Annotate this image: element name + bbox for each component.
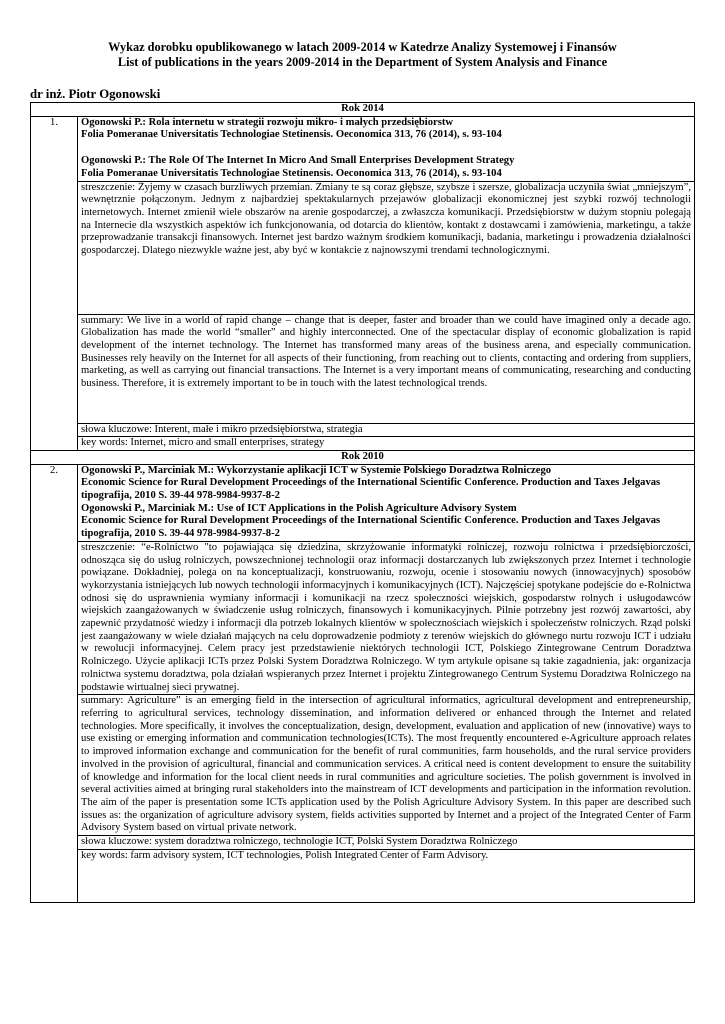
abstract-polish: streszczenie: “e-Rolnictwo "to pojawiająca się dziedzina, skrzyżowanie informatyki rolniczej, rozwoju rolnictwa i przedsiębiorczości, odnosząca się do usług rolniczych, powszechnionej technologii oraz informacji dostarczanych lub zwiększonych przez Internet i technologie powiązane. Dokładniej, polega on na konceptualizacji, konstruowaniu, rozwoju, ocenie i stosowaniu nowych (innowacyjnych) sposobów wykorzystania istniejących lub nowych technologii informacyjnych i komunikacyjnych (ICT). Najczęściej spotykane podejście do e-Rolnictwa odnosi się do usprawnienia wymiany informacji i komunikacji na rzecz społeczności wiejskich, gospodarstw rolnych i usługodawców wiejskich zaangażowanych w świadczenie usług rolniczych, finansowych i komunikacyjnych. Pilnie potrzebny jest rozwój zawartości, aby zapewnić przydatność wiedzy i informacji dla potrzeb lokalnych klientów w społecznościach wiejskich i społeczeństw rolniczych. Rząd polski jest zaangażowany w wiele działań mających na celu doprowadzenie podmioty z terenów wiejskich do głównego nurtu rozwoju ICT i udziału w rewolucji informacyjnej. Celem pracy jest przedstawienie niektórych technologii ICT, Polskiego Zintegrowane Centrum Doradztwa Rolniczego. Użycie aplikacji ICTs przez Polski System Doradztwa Rolniczego. W tym artykule opisane są takie zagadnienia, jak: organizacja rolnictwa systemu doradztwa, pola działań wspieranych przez Internet i projektu Zintegrowanego Centrum Systemu Doradztwa Rolniczego na podstawie wirtualnej sieci prywatnej. (78, 541, 695, 694)
bib-line: Folia Pomeranae Universitatis Technologiae Stetinensis. Oeconomica 313, 76 (2014), s. 93-104 (81, 129, 502, 141)
keywords-polish: słowa kluczowe: system doradztwa rolniczego, technologie ICT, Polski System Doradztwa Rolniczego (78, 836, 695, 850)
bib-line: Ogonowski P., Marciniak M.: Wykorzystanie aplikacji ICT w Systemie Polskiego Doradztwa Rolniczego (81, 464, 552, 476)
bib-line: Economic Science for Rural Development Proceedings of the International Scientific Conference. Production and Taxes Jelgavas tipografija, 2010 S. 39-44 978-9984-9937-8-2 (81, 515, 661, 540)
bib-line: Economic Science for Rural Development Proceedings of the International Scientific Conference. Production and Taxes Jelgavas tipografija, 2010 S. 39-44 978-9984-9937-8-2 (81, 477, 661, 502)
abstract-pl-row (31, 181, 695, 314)
title-polish: Wykaz dorobku opublikowanego w latach 2009-2014 w Katedrze Analizy Systemowej i Finansów (108, 40, 617, 54)
publication-bibliography (78, 116, 695, 181)
abstract-en-row (31, 314, 695, 423)
keywords-pl-row (31, 836, 695, 850)
publication-bibliography (78, 464, 695, 541)
page-title (20, 40, 705, 70)
abstract-polish: streszczenie: Żyjemy w czasach burzliwych przemian. Zmiany te są coraz głębsze, szybsze i szersze, globalizacja uczyniła świat „mniejszym”, wewnętrznie połączonym. Jednym z najbardziej spektakularnych przejawów globalizacji ekonomicznej jest szybki rozwój technologii internetowych. Internet zmienił wiele obszarów na arenie gospodarczej, a zwłaszcza komunikacji. Przedsiębiorstw w dużym stopniu polegają na Internecie dla wszystkich aspektów ich funkcjonowania, od dotarcia do klientów, kontakt z dostawcami i zamówienia, marketingu, a także przeprowadzanie transakcji finansowych. Internet jest bardzo ważnym środkiem komunikacji, badania, marketingu i prowadzenia działalności gospodarczej. Dlatego niezwykle ważne jest, aby być w kontakcie z najnowszymi trendami technologicznymi. (78, 181, 695, 314)
abstract-en-row (31, 695, 695, 836)
publication-bib-row (31, 464, 695, 541)
bib-line: Ogonowski P., Marciniak M.: Use of ICT Applications in the Polish Agriculture Advisory System (81, 502, 517, 514)
publication-number: 1. (31, 116, 78, 450)
bib-line: Folia Pomeranae Universitatis Technologiae Stetinensis. Oeconomica 313, 76 (2014), s. 93-104 (81, 167, 502, 179)
publications-table (30, 102, 695, 903)
author-name: dr inż. Piotr Ogonowski (30, 87, 161, 101)
keywords-english: key words: farm advisory system, ICT technologies, Polish Integrated Center of Farm Advisory. (78, 849, 695, 902)
year-label: Rok 2014 (31, 103, 695, 117)
abstract-pl-row (31, 541, 695, 694)
bib-line: Ogonowski P.: The Role Of The Internet In Micro And Small Enterprises Development Strategy (81, 155, 515, 167)
keywords-pl-row (31, 423, 695, 437)
year-header-row (31, 103, 695, 117)
keywords-en-row (31, 437, 695, 451)
abstract-english: summary: Agriculture” is an emerging field in the intersection of agricultural informatics, agricultural development and entrepreneurship, referring to agricultural services, technology dissemination, and information delivered or enhanced through the Internet and related technologies. More specifically, it involves the conceptualization, design, development, evaluation and application of new (innovative) ways to use existing or emerging information and communication technologies(ICTs). The most frequently encountered e-Agriculture approach relates to improved information exchange and communication for the benefit of rural communities, farm households, and the rural service providers involved in the provision of agricultural, financial and communication services. A critical need is content development to ensure the suitability of knowledge and information for the local client needs in rural communities and agriculture societies. The polish government is involved in several activities aimed at bringing rural stakeholders into the mainstream of ICT developments and participation in the information revolution. The aim of the paper is presentation some ICTs application used by the Polish Agriculture Advisory System. In this paper are described such issues as: the organization of agriculture advisory system, fields activities supported by Internet and a project of the Integrated Center of Farm Advisory System based on virtual private network. (78, 695, 695, 836)
publication-number: 2. (31, 464, 78, 902)
keywords-en-row (31, 849, 695, 902)
year-header-row (31, 450, 695, 464)
publication-bib-row (31, 116, 695, 181)
bib-line: Ogonowski P.: Rola internetu w strategii rozwoju mikro- i małych przedsiębiorstw (81, 116, 454, 128)
title-english: List of publications in the years 2009-2014 in the Department of System Analysis and Finance (117, 55, 608, 69)
abstract-english: summary: We live in a world of rapid change – change that is deeper, faster and broader than we could have imagined only a decade ago. Globalization has made the world “smaller” and highly interconnected. One of the spectacular display of economic globalization is rapid development of the internet technology. The Internet has transformed many areas of the business arena, and especially communication. Businesses rely heavily on the Internet for all aspects of their functioning, from reaching out to clients, contacting and ordering from suppliers, marketing, as well as carrying out financial transactions. The Internet is a very important means of communicating, researching and conducting business. Therefore, it is extremely important to be in touch with the latest technological trends. (78, 314, 695, 423)
year-label: Rok 2010 (31, 450, 695, 464)
keywords-english: key words: Internet, micro and small enterprises, strategy (78, 437, 695, 451)
keywords-polish: słowa kluczowe: Interent, małe i mikro przedsiębiorstwa, strategia (78, 423, 695, 437)
